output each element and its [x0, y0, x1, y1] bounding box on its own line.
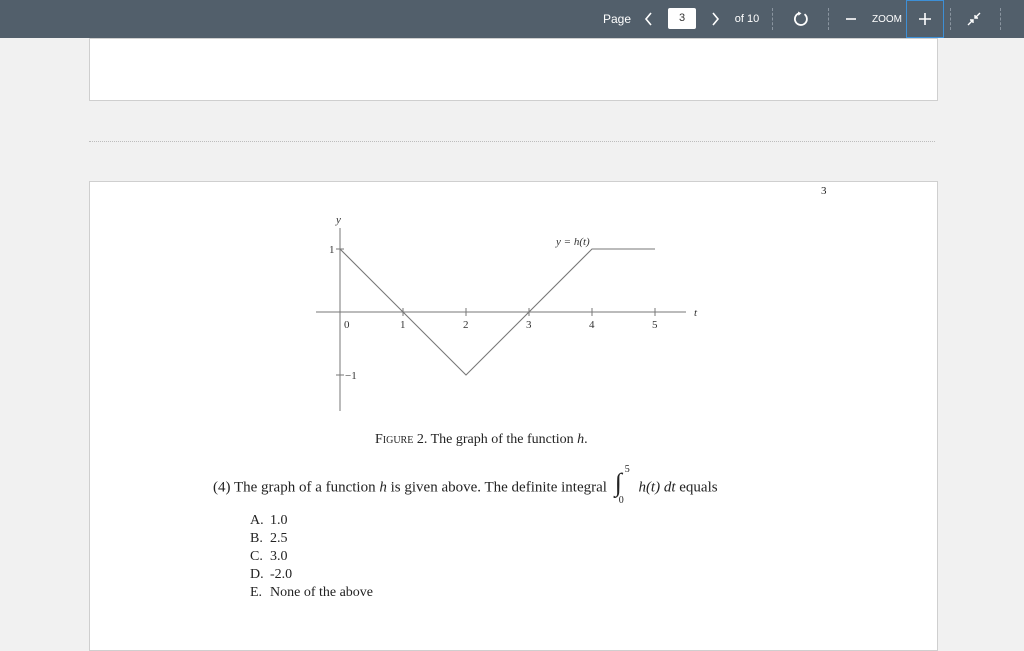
- function-graph: [300, 204, 720, 414]
- x-tick-label: 5: [652, 319, 658, 331]
- rotate-icon: [793, 11, 809, 27]
- toolbar-separator: [772, 8, 773, 30]
- question-number: (4): [213, 479, 231, 496]
- zoom-in-button[interactable]: [906, 0, 944, 38]
- zoom-label: ZOOM: [872, 13, 902, 25]
- pdf-toolbar: [0, 0, 1024, 38]
- question-text-a: The graph of a function: [233, 479, 380, 496]
- plus-icon: [918, 12, 932, 26]
- next-page-button[interactable]: [706, 0, 724, 38]
- collapse-icon: [966, 11, 982, 27]
- page-number-input[interactable]: 3: [668, 8, 696, 29]
- page-number: 3: [821, 185, 827, 197]
- integral-upper: 5: [624, 464, 630, 475]
- question-text-c: equals: [675, 479, 718, 496]
- y-tick-label-1: 1: [329, 244, 335, 256]
- x-tick-label: 3: [526, 319, 532, 331]
- exit-fullscreen-button[interactable]: [962, 0, 986, 38]
- answer-option: C. 3.0: [250, 549, 288, 564]
- caption-prefix: Figure: [375, 432, 414, 447]
- toolbar-separator: [828, 8, 829, 30]
- caption-number: 2.: [416, 432, 428, 447]
- previous-page-button[interactable]: [640, 0, 658, 38]
- answer-option: E. None of the above: [250, 585, 374, 600]
- toolbar-separator: [1000, 8, 1001, 30]
- minus-icon: [845, 13, 857, 25]
- answer-option: A. 1.0: [250, 513, 288, 528]
- x-tick-label: 0: [344, 319, 350, 331]
- x-tick-label: 2: [463, 319, 469, 331]
- caption-end: .: [584, 432, 588, 447]
- pdf-page-sheet: [89, 181, 938, 651]
- toolbar-separator: [950, 8, 951, 30]
- integral-symbol: ∫ 5 0: [614, 464, 630, 506]
- question-text-b: is given above. The definite integral: [386, 479, 611, 496]
- x-tick-label: 1: [400, 319, 406, 331]
- question-text: [213, 464, 718, 506]
- y-axis-label: y: [336, 214, 341, 226]
- question-var-h: h: [379, 479, 387, 496]
- previous-page-sheet: [89, 38, 938, 101]
- zoom-out-button[interactable]: [842, 0, 860, 38]
- y-tick-label-minus1: −1: [345, 370, 357, 382]
- x-ticks: [344, 308, 658, 331]
- page-break-divider: [89, 141, 935, 142]
- rotate-button[interactable]: [790, 0, 812, 38]
- page-total: of 10: [734, 13, 760, 25]
- caption-text: The graph of the function: [430, 432, 578, 447]
- answer-option: B. 2.5: [250, 531, 288, 546]
- curve-label: y = h(t): [556, 236, 590, 248]
- page-label: Page: [602, 12, 632, 26]
- figure-caption: [375, 432, 588, 448]
- chevron-left-icon: [644, 12, 654, 26]
- t-axis-label: t: [694, 307, 698, 319]
- caption-var: h: [577, 432, 585, 447]
- chevron-right-icon: [710, 12, 720, 26]
- x-tick-label: 4: [589, 319, 595, 331]
- integral-lower: 0: [618, 495, 624, 506]
- integrand: h(t) dt: [638, 479, 676, 496]
- answer-option: D. -2.0: [250, 567, 293, 582]
